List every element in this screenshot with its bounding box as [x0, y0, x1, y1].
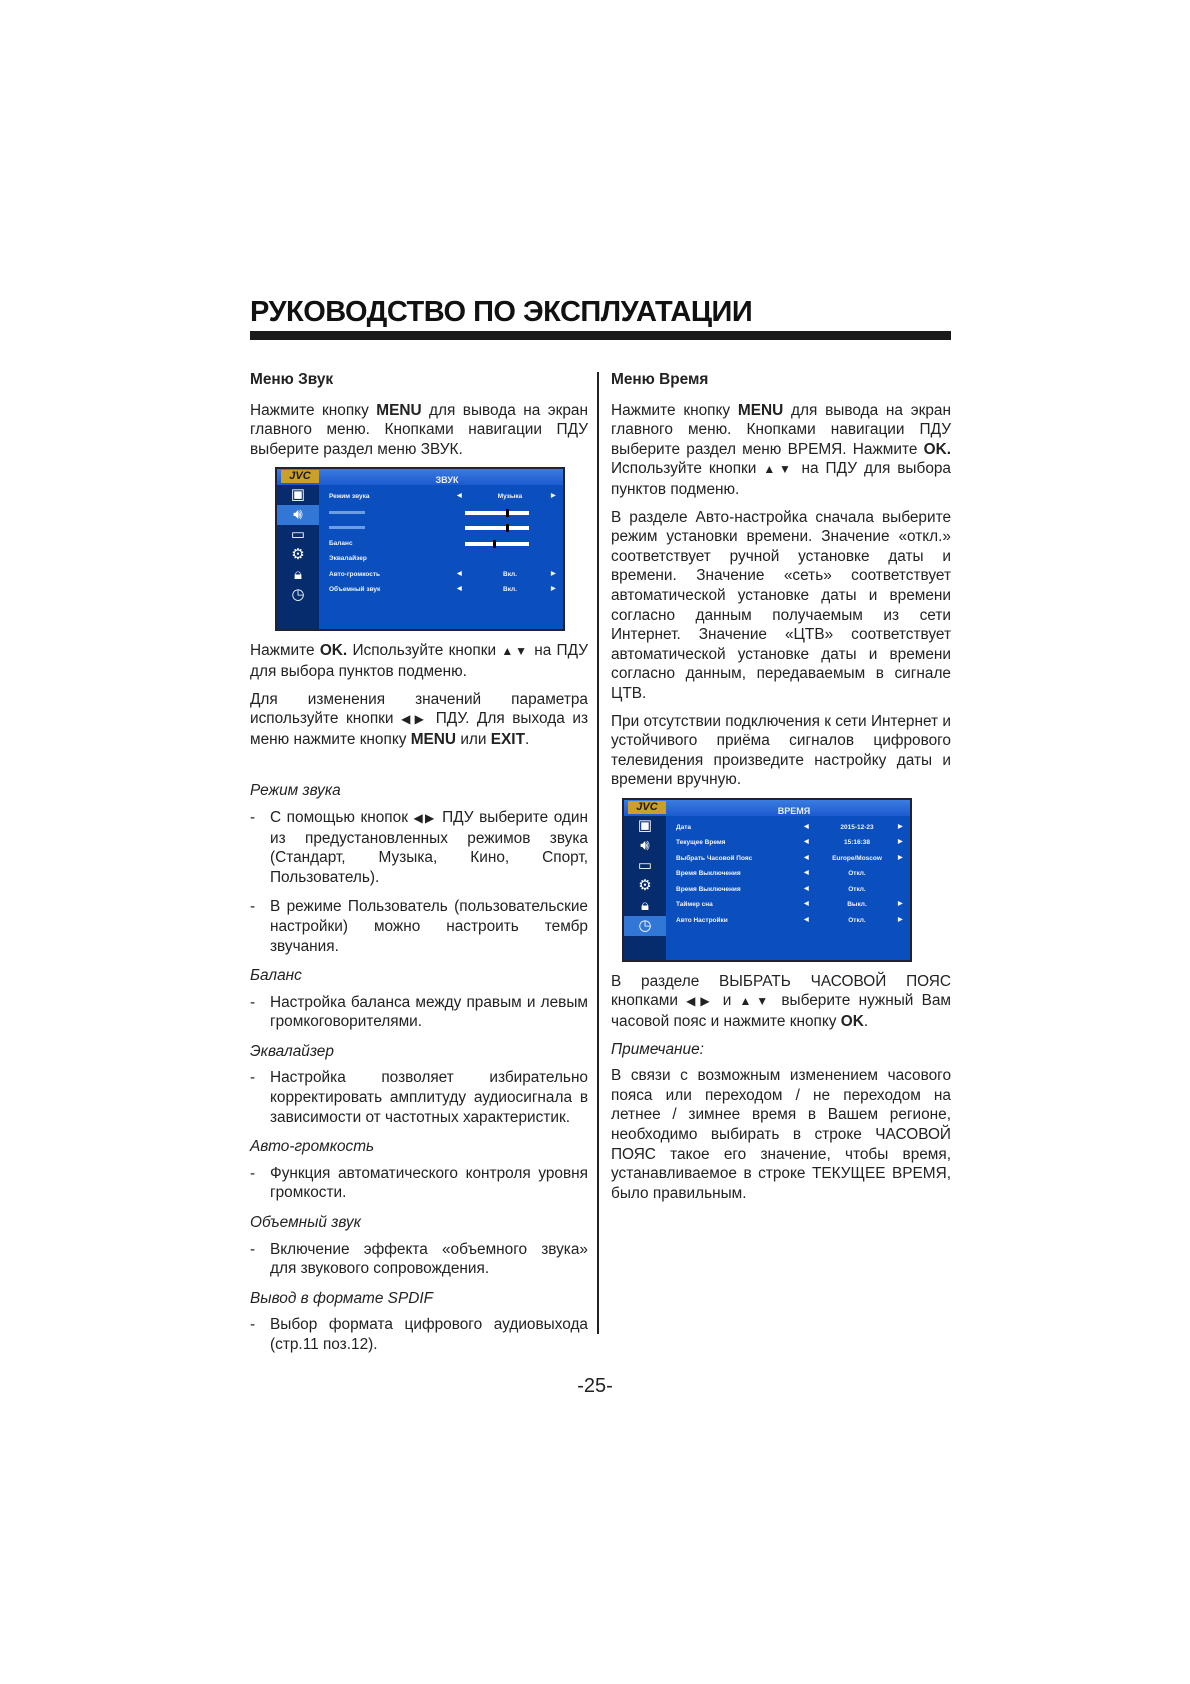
menu-title: ЗВУК [435, 475, 459, 486]
menu-row: Авто Настройки ◀ Откл. ▶ [676, 916, 903, 924]
menu-row [325, 505, 559, 521]
up-down-arrows-icon: ▲▼ [501, 644, 529, 659]
level-slider [465, 542, 529, 546]
lock-icon: 🔒︎ [641, 896, 649, 914]
list-item: - Функция автоматического контроля уровня громкости. [250, 1164, 588, 1202]
gear-icon: ⚙ [291, 546, 305, 564]
sound-change-paragraph: Для изменения значений параметра используйте кнопки ◀▶ ПДУ. Для выхода из меню нажмите кнопку MENU или EXIT. [250, 690, 588, 748]
list-item: - С помощью кнопок ◀▶ ПДУ выберите один из предустановленных режимов звука (Стандарт, Музыка, Кино, Спорт, Пользователь). [250, 808, 589, 886]
menu-row: Баланс [325, 536, 559, 552]
section-title: Режим звука [250, 782, 341, 800]
left-right-arrows-icon: ◀▶ [401, 712, 429, 727]
left-column [250, 370, 588, 1365]
menu-row: Авто-громкость ◀ Вкл. ▶ [329, 570, 556, 578]
clock-icon: ◷ [291, 586, 305, 604]
section-title: Вывод в формате SPDIF [250, 1289, 434, 1307]
list-item: - Настройка позволяет избирательно корректировать амплитуду аудиосигнала в зависимости от частотных характеристик. [250, 1069, 588, 1126]
menu-row: Объемный звук ◀ Вкл. ▶ [329, 586, 556, 594]
clock-icon: ◷ [624, 916, 666, 936]
section-title: Эквалайзер [250, 1042, 334, 1060]
note-title: Примечание: [611, 1040, 704, 1058]
manual-setup-paragraph: При отсутствии подключения к сети Интернет и устойчивого приёма сигналов цифрового телевидения произведите настройку даты и времени вручную. [611, 712, 951, 789]
tv-icon: ▭ [637, 856, 653, 874]
menu-row: Режим звука ◀ Музыка ▶ [329, 493, 556, 501]
menu-row [325, 520, 559, 536]
menu-sidebar [624, 816, 666, 960]
column-divider [597, 372, 599, 1334]
sound-menu-screenshot [275, 467, 565, 631]
level-slider [465, 526, 529, 530]
up-down-arrows-icon: ▲▼ [739, 994, 774, 1009]
menu-title: ВРЕМЯ [777, 805, 811, 816]
menu-row: Дата ◀ 2015-12-23 ▶ [676, 823, 903, 831]
menu-row: Время Выключения ◀ Откл. [676, 885, 866, 893]
section-title: Объемный звук [250, 1214, 361, 1232]
jvc-logo: JVC [628, 801, 666, 814]
title-rule [250, 331, 951, 340]
time-menu-heading: Меню Время [611, 371, 709, 388]
time-intro-paragraph: Нажмите кнопку MENU для вывода на экран главного меню. Кнопками навигации ПДУ выберите раздел меню ВРЕМЯ. Нажмите OK. Используйте кнопки ▲▼ на ПДУ для выбора пунктов подменю. [611, 401, 951, 498]
sound-icon: 🔊︎ [640, 836, 650, 854]
list-item: - Настройка баланса между правым и левым громкоговорителями. [250, 993, 588, 1031]
left-right-arrows-icon: ◀▶ [686, 994, 715, 1009]
menu-rows [672, 820, 906, 929]
menu-row: Текущее Время ◀ 15:16:38 ▶ [676, 839, 903, 847]
picture-icon: ▣ [290, 486, 306, 504]
menu-row: Выбрать Часовой Пояс ◀ Europe/Moscow ▶ [676, 854, 903, 862]
tv-icon: ▭ [290, 526, 306, 544]
time-menu-screenshot [622, 798, 912, 962]
jvc-logo: JVC [281, 470, 319, 483]
list-item: - Выбор формата цифрового аудиовыхода (стр.11 поз.12). [250, 1316, 588, 1353]
menu-row: Таймер сна ◀ Выкл. ▶ [676, 901, 903, 909]
menu-sidebar [277, 485, 319, 629]
auto-setup-paragraph: В разделе Авто-настройка сначала выберите режим установки времени. Значение «откл.» соответствует ручной установке даты и времени. Значение «сеть» соответствует автоматической установке даты и времени согласно данным получаемым из сети Интернет. Значение «ЦТВ» соответствует автоматической установке даты и времени согласно данным, передаваемым в сигнале ЦТВ. [611, 508, 951, 702]
sound-menu-heading: Меню Звук [250, 371, 334, 388]
lock-icon: 🔒︎ [294, 566, 302, 584]
sound-intro-paragraph: Нажмите кнопку MENU для вывода на экран главного меню. Кнопками навигации ПДУ выберите раздел меню ЗВУК. [250, 401, 588, 458]
left-right-arrows-icon: ◀▶ [413, 810, 437, 825]
sound-ok-paragraph: Нажмите OK. Используйте кнопки ▲▼ на ПДУ для выбора пунктов подменю. [250, 642, 588, 680]
list-item: - В режиме Пользователь (пользовательские настройки) можно настроить тембр звучания. [250, 898, 588, 955]
menu-row: Время Выключения ◀ Откл. [676, 870, 866, 878]
level-slider [465, 511, 529, 515]
menu-row: Эквалайзер [329, 555, 367, 563]
menu-rows [325, 489, 559, 598]
section-title: Баланс [250, 967, 302, 985]
gear-icon: ⚙ [638, 876, 652, 894]
picture-icon: ▣ [637, 816, 653, 834]
page-title: РУКОВОДСТВО ПО ЭКСПЛУАТАЦИИ [250, 296, 753, 328]
page-number: -25- [577, 1375, 613, 1397]
sound-icon: 🔊︎ [277, 505, 319, 525]
list-item: - Включение эффекта «объемного звука» для звукового сопровождения. [250, 1240, 588, 1278]
section-title: Авто-громкость [250, 1138, 375, 1156]
timezone-paragraph: В разделе ВЫБРАТЬ ЧАСОВОЙ ПОЯС кнопками ◀▶ и ▲▼ выберите нужный Вам часовой пояс и нажмите кнопку OK. [611, 972, 952, 1031]
right-column [611, 370, 951, 1211]
note-paragraph: В связи с возможным изменением часового пояса или переходом / не переходом на летнее / зимнее время в Вашем регионе, необходимо выбирать в строке ЧАСОВОЙ ПОЯС такое его значение, чтобы время, устанавливаемое в строке ТЕКУЩЕЕ ВРЕМЯ, было правильным. [611, 1067, 951, 1202]
up-down-arrows-icon: ▲▼ [763, 462, 795, 477]
